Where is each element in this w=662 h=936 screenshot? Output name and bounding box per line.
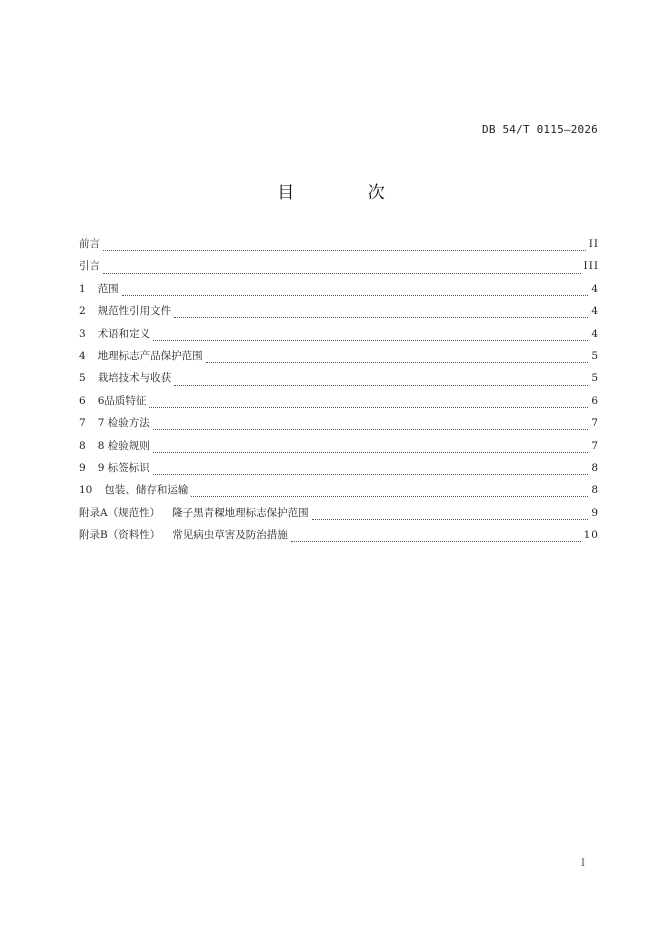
- toc-number: 附录B（资料性）: [79, 529, 161, 542]
- toc-entry-appendix-a[interactable]: [79, 505, 599, 527]
- toc-entry-4[interactable]: [79, 348, 599, 370]
- toc-number: 5: [79, 372, 86, 385]
- toc-label: 栽培技术与收获: [97, 372, 172, 385]
- toc-label: 常见病虫草害及防治措施: [172, 529, 288, 542]
- toc-number: 3: [79, 327, 86, 340]
- toc-label: 7 检验方法: [97, 417, 150, 430]
- toc-page: 7: [591, 417, 599, 430]
- toc-label: 8 检验规则: [97, 439, 150, 452]
- toc-page: 4: [591, 305, 599, 318]
- toc-leader: [291, 532, 581, 542]
- toc-page: 5: [591, 372, 599, 385]
- toc-number: 8: [79, 439, 86, 452]
- toc-page: II: [588, 238, 599, 250]
- toc-entry-6[interactable]: [79, 393, 599, 415]
- toc-leader: [312, 510, 589, 520]
- toc-leader: [153, 420, 589, 430]
- toc-entry-7[interactable]: [79, 415, 599, 437]
- toc-entry-8[interactable]: [79, 438, 599, 460]
- toc-page: 5: [591, 349, 599, 362]
- toc-entry-appendix-b[interactable]: [79, 527, 599, 549]
- toc-label: 地理标志产品保护范围: [97, 349, 203, 362]
- toc-page: 4: [591, 327, 599, 340]
- toc-leader: [191, 487, 588, 497]
- toc-leader: [153, 443, 589, 453]
- toc-page: 8: [591, 461, 599, 474]
- table-of-contents: [79, 236, 599, 549]
- toc-entry-foreword[interactable]: [79, 236, 599, 258]
- toc-number: 附录A（规范性）: [79, 506, 161, 519]
- toc-page: 7: [591, 439, 599, 452]
- page-title: 目 次: [277, 183, 419, 203]
- toc-label: 术语和定义: [97, 327, 151, 340]
- toc-leader: [149, 398, 588, 408]
- toc-number: 2: [79, 305, 86, 318]
- toc-page: 6: [591, 394, 599, 407]
- toc-entry-2[interactable]: [79, 303, 599, 325]
- toc-number: 7: [79, 417, 86, 430]
- document-code: DB 54/T 0115—2026: [482, 123, 598, 136]
- toc-leader: [103, 264, 581, 274]
- toc-number: 1: [79, 282, 86, 295]
- page-number: I: [581, 858, 585, 869]
- toc-label: 9 标签标识: [97, 461, 150, 474]
- toc-leader: [103, 241, 586, 251]
- toc-page: 9: [591, 506, 599, 519]
- toc-number: 4: [79, 349, 86, 362]
- toc-label: 范围: [97, 282, 119, 295]
- toc-entry-5[interactable]: [79, 370, 599, 392]
- toc-label: 隆子黑青稞地理标志保护范围: [172, 506, 309, 519]
- toc-leader: [174, 308, 588, 318]
- toc-label: 6品质特征: [97, 394, 147, 407]
- toc-number: 6: [79, 394, 86, 407]
- toc-leader: [174, 376, 588, 386]
- toc-leader: [153, 331, 588, 341]
- toc-label: 规范性引用文件: [97, 305, 172, 318]
- toc-entry-10[interactable]: [79, 482, 599, 504]
- toc-label: 引言: [79, 260, 100, 273]
- toc-page: 4: [591, 282, 599, 295]
- toc-number: 10: [79, 484, 93, 497]
- toc-page: 10: [583, 529, 599, 542]
- toc-label: 前言: [79, 238, 100, 250]
- toc-entry-introduction[interactable]: [79, 258, 599, 280]
- toc-entry-9[interactable]: [79, 460, 599, 482]
- toc-page: III: [583, 260, 599, 273]
- toc-label: 包装、储存和运输: [104, 484, 189, 497]
- toc-entry-3[interactable]: [79, 326, 599, 348]
- toc-leader: [206, 353, 589, 363]
- toc-page: 8: [591, 484, 599, 497]
- toc-number: 9: [79, 461, 86, 474]
- toc-leader: [153, 465, 589, 475]
- toc-entry-1[interactable]: [79, 281, 599, 303]
- toc-leader: [122, 286, 589, 296]
